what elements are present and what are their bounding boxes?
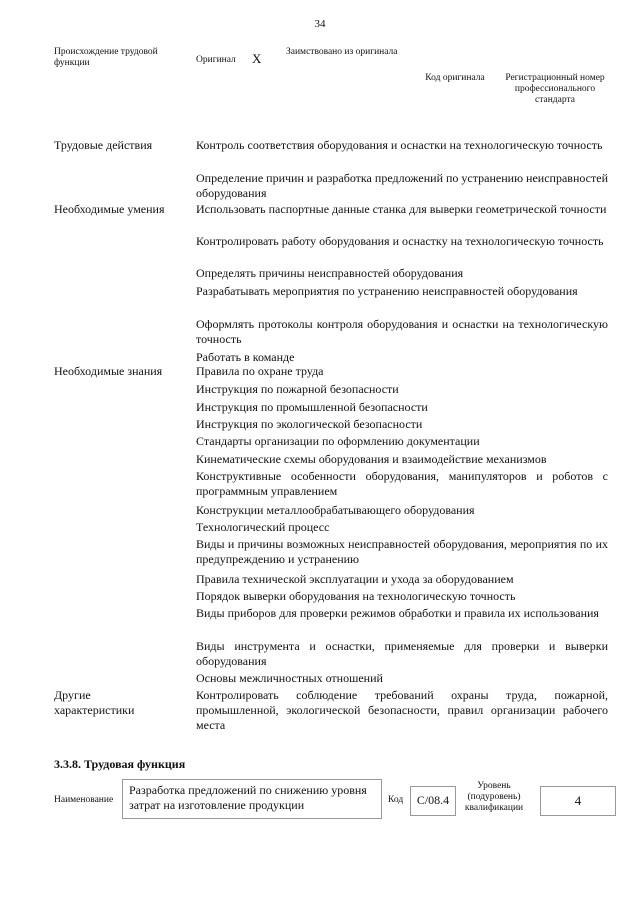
skill-item: Определять причины неисправностей оборудования <box>196 266 464 280</box>
skill-item: Разрабатывать мероприятия по устранению неисправностей оборудования <box>196 284 578 298</box>
knowledge-item: Правила технической эксплуатации и ухода за оборудованием <box>196 572 514 586</box>
knowledge-item: Инструкция по промышленной безопасности <box>196 400 428 414</box>
skill-item: Оформлять протоколы контроля оборудования и оснастки на технологическую точность <box>196 317 608 346</box>
knowledge-item: Инструкция по экологической безопасности <box>196 417 423 431</box>
knowledge-item: Виды и причины возможных неисправностей оборудования, мероприятия по их предупреждению и устранению <box>196 537 608 566</box>
section-title: 3.3.8. Трудовая функция <box>54 757 186 771</box>
original-mark: X <box>252 51 262 66</box>
function-name: Разработка предложений по снижению уровня затрат на изготовление продукции <box>129 783 367 812</box>
labor-action-item: Определение причин и разработка предложений по устранению неисправностей оборудования <box>196 171 608 200</box>
knowledge-item: Стандарты организации по оформлению документации <box>196 434 480 448</box>
other-label: Другие характеристики <box>54 688 135 717</box>
knowledge-item: Виды инструмента и оснастки, применяемые для проверки и выверки оборудования <box>196 639 608 668</box>
name-label: Наименование <box>54 795 114 805</box>
labor-actions-label: Трудовые действия <box>54 138 153 152</box>
code-field-label: Код <box>388 795 404 805</box>
code-value: C/08.4 <box>416 793 450 807</box>
knowledge-item: Кинематические схемы оборудования и взаимодействие механизмов <box>196 452 547 466</box>
skills-label: Необходимые умения <box>54 202 165 216</box>
knowledge-item: Инструкция по пожарной безопасности <box>196 382 399 396</box>
knowledge-item: Конструктивные особенности оборудования, манипуляторов и роботов с программным управлением <box>196 469 608 498</box>
knowledge-item: Конструкции металлообрабатывающего оборудования <box>196 503 475 517</box>
level-box <box>540 786 616 816</box>
knowledge-item: Порядок выверки оборудования на технологическую точность <box>196 589 516 603</box>
borrowed-label: Заимствовано из оригинала <box>286 47 398 57</box>
code-label: Код оригинала <box>425 73 485 83</box>
code-box <box>410 786 456 816</box>
knowledge-item: Основы межличностных отношений <box>196 671 383 685</box>
level-label: Уровень (подуровень) квалификации <box>464 781 524 813</box>
labor-action-item: Контроль соответствия оборудования и оснастки на технологическую точность <box>196 138 603 152</box>
other-text: Контролировать соблюдение требований охраны труда, пожарной, промышленной, экологической безопасности, правил организации рабочего места <box>196 688 608 732</box>
skill-item: Контролировать работу оборудования и оснастку на технологическую точность <box>196 234 604 248</box>
reg-number-label: Регистрационный номер профессионального стандарта <box>505 73 605 105</box>
function-name-box <box>122 779 382 819</box>
level-value: 4 <box>574 793 582 808</box>
knowledge-item: Технологический процесс <box>196 520 330 534</box>
skill-item: Использовать паспортные данные станка для выверки геометрической точности <box>196 202 607 216</box>
knowledge-item: Виды приборов для проверки режимов обработки и правила их использования <box>196 606 599 620</box>
origin-label: Происхождение трудовой функции <box>54 47 158 68</box>
original-label: Оригинал <box>196 55 236 65</box>
skill-item: Работать в команде <box>196 350 295 364</box>
page-number: 34 <box>314 18 326 30</box>
knowledge-label: Необходимые знания <box>54 364 163 378</box>
knowledge-item: Правила по охране труда <box>196 364 324 378</box>
